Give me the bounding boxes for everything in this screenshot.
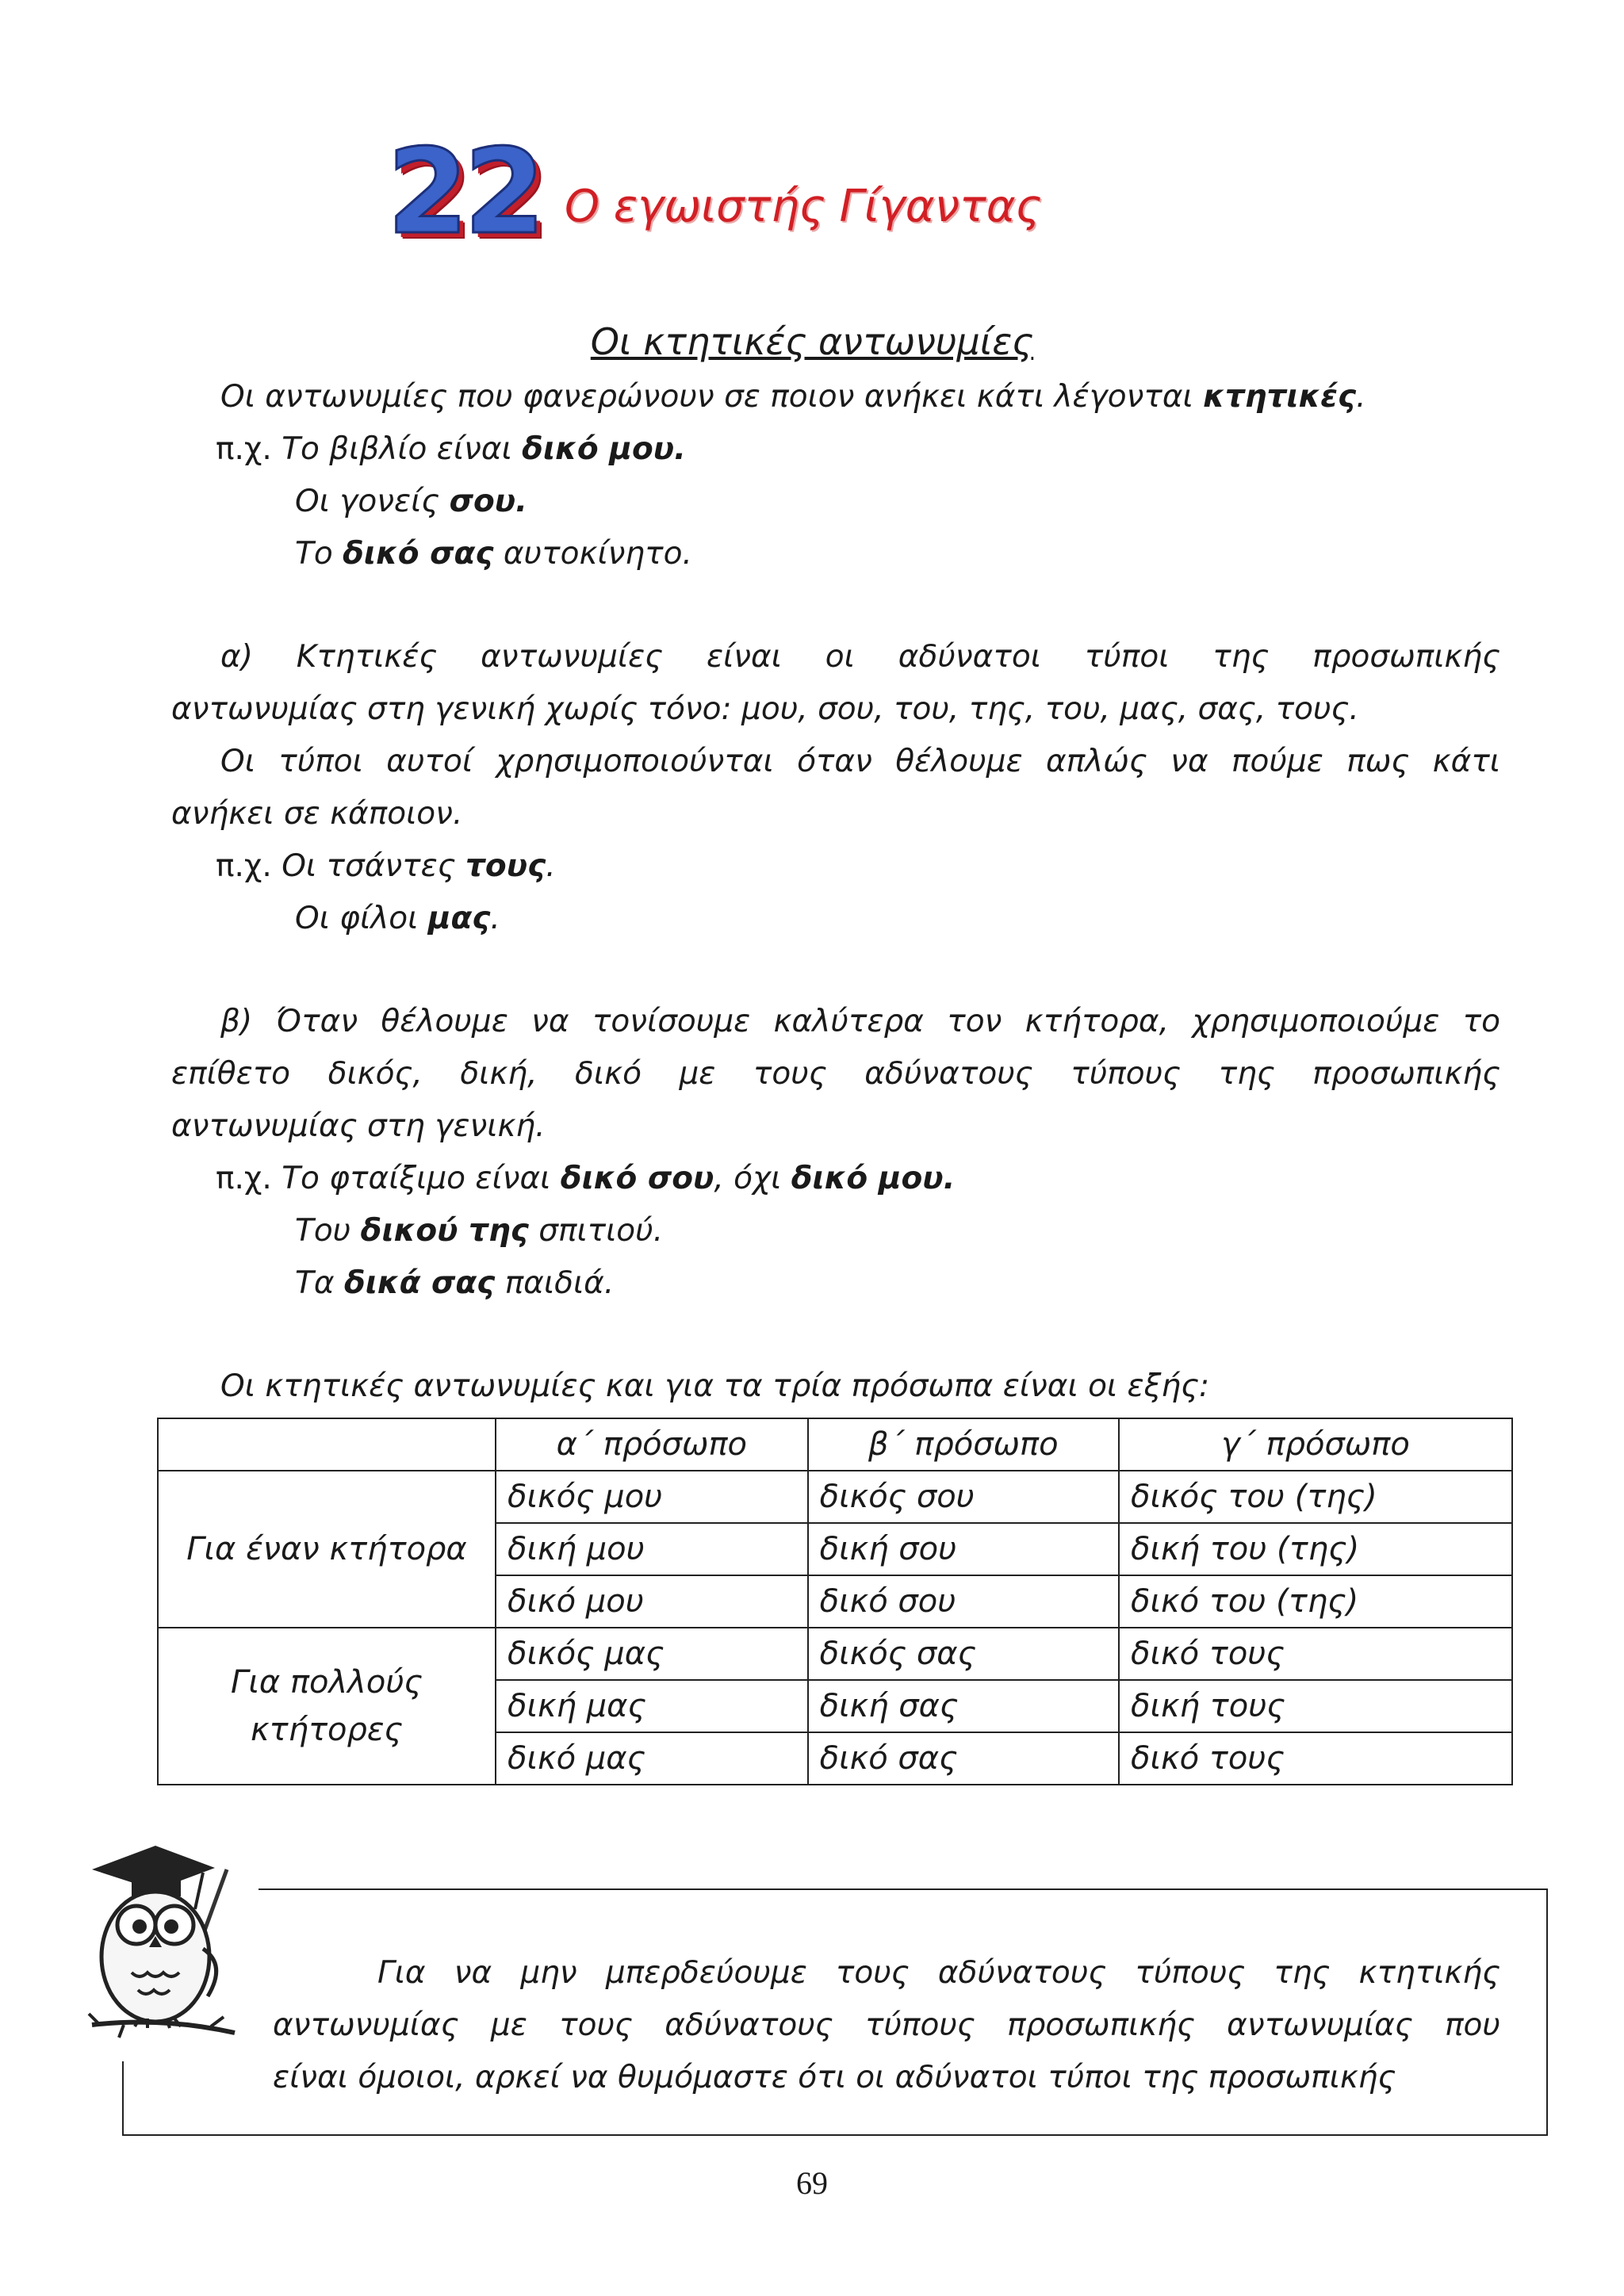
note-line-3: είναι όμοιοι, αρκεί να θυμόμαστε ότι οι αδύνατοι τύποι της προσωπικής [273,2060,1396,2095]
example-bold: δικό μου [522,431,675,467]
example-text: Τα [295,1265,344,1301]
table-cell: δικό σου [808,1575,1119,1628]
table-cell: δική σου [808,1523,1119,1575]
table-cell: δική τους [1119,1680,1512,1732]
example-3-line-3 [295,1265,614,1303]
table-row [158,1471,1512,1523]
para-a-line-2: αντωνυμίας στη γενική χωρίς τόνο: μου, σου, του, της, του, μας, σας, τους. [171,691,1359,727]
table-cell: δικό μας [496,1732,808,1785]
group-label [158,1628,496,1785]
para-a-line-3: Οι τύποι αυτοί χρησιμοποιούνται όταν θέλουμε απλώς να πούμε πως κάτι [220,744,1500,779]
section-title: Οι κτητικές αντωνυμίες [590,320,1034,363]
para-b-line-3: αντωνυμίας στη γενική. [171,1108,546,1144]
table-cell: δική του (της) [1119,1523,1512,1575]
para-b-line-2: επίθετο δικός, δική, δικό με τους αδύνατους τύπους της προσωπικής [171,1056,1500,1092]
table-intro: Οι κτητικές αντωνυμίες και για τα τρία πρόσωπα είναι οι εξής: [220,1368,1210,1404]
possessive-pronouns-table [157,1418,1513,1785]
table-cell: δικό του (της) [1119,1575,1512,1628]
owl-teacher-icon [76,1838,243,2044]
table-cell: δικός σας [808,1628,1119,1680]
example-bold: δικά σας [343,1265,496,1301]
table-cell: δικός σου [808,1471,1119,1523]
example-end: σπιτιού. [528,1213,664,1249]
table-cell: δική μας [496,1680,808,1732]
example-text: , όχι [714,1161,791,1196]
example-3-line-2 [295,1213,663,1250]
example-prefix: π.χ. [216,848,282,884]
para-b-line-1: β) Όταν θέλουμε να τονίσουμε καλύτερα τον κτήτορα, χρησιμοποιούμε το [220,1004,1500,1039]
table-cell: δικό σας [808,1732,1119,1785]
intro-line [220,379,1366,416]
table-header-cell: β΄ πρόσωπο [808,1418,1119,1471]
table-cell: δικός μου [496,1471,808,1523]
example-end: . [943,1161,956,1196]
example-text: Οι γονείς [295,484,450,519]
group-label-line: κτήτορες [250,1712,404,1748]
example-end: . [546,848,556,884]
example-text: Το φταίξιμο είναι [282,1161,561,1196]
example-bold: δικό μου [791,1161,944,1196]
table-cell: δική μου [496,1523,808,1575]
table-cell: δικό τους [1119,1732,1512,1785]
example-2-line-1 [216,848,556,886]
example-end: αυτοκίνητο. [493,536,692,572]
table-cell: δικός μας [496,1628,808,1680]
example-1-line-2 [295,484,527,521]
table-header-cell: α΄ πρόσωπο [496,1418,808,1471]
example-prefix: π.χ. [216,431,282,467]
example-text: Το [295,536,343,572]
example-bold: σου [449,484,516,519]
example-1-line-3 [295,536,692,573]
example-bold: τους [465,848,546,884]
example-2-line-2 [295,901,500,938]
para-a-line-1: α) Κτητικές αντωνυμίες είναι οι αδύνατοι τύποι της προσωπικής [220,639,1500,675]
group-label-line: Για πολλούς [231,1664,423,1701]
chapter-number: 22 [387,124,541,260]
example-text: Οι τσάντες [282,848,466,884]
group-label: Για έναν κτήτορα [158,1471,496,1628]
note-box-left-border [122,2061,124,2136]
table-cell: δικό μου [496,1575,808,1628]
table-row [158,1628,1512,1680]
example-end: παιδιά. [495,1265,615,1301]
table-header-row [158,1418,1512,1471]
note-line-1: Για να μην μπερδεύουμε τους αδύνατους τύπους της κτητικής [377,1955,1500,1991]
example-bold: δικό σας [343,536,494,572]
table-cell: δική σας [808,1680,1119,1732]
example-end: . [490,901,500,936]
para-a-line-4: ανήκει σε κάποιον. [171,796,463,832]
note-line-2: αντωνυμίας με τους αδύνατους τύπους προσωπικής αντωνυμίας που [273,2007,1500,2043]
example-3-line-1 [216,1161,955,1198]
example-text: Το βιβλίο είναι [282,431,523,467]
table-cell: δικό τους [1119,1628,1512,1680]
example-text: Οι φίλοι [295,901,428,936]
intro-end: . [1356,379,1366,415]
example-end: . [515,484,527,519]
table-header-cell: γ΄ πρόσωπο [1119,1418,1512,1471]
table-header-cell [158,1418,496,1471]
intro-bold: κτητικές [1203,379,1357,415]
example-bold: δικού της [360,1213,529,1249]
example-prefix: π.χ. [216,1161,282,1196]
table-cell: δικός του (της) [1119,1471,1512,1523]
example-1-line-1 [216,431,686,469]
example-bold: δικό σου [560,1161,714,1196]
chapter-title: Ο εγωιστής Γίγαντας [565,181,1042,232]
example-end: . [674,431,686,467]
example-bold: μας [427,901,491,936]
intro-text: Οι αντωνυμίες που φανερώνουν σε ποιον ανήκει κάτι λέγονται [220,379,1204,415]
example-text: Του [295,1213,361,1249]
page-number: 69 [796,2165,828,2201]
